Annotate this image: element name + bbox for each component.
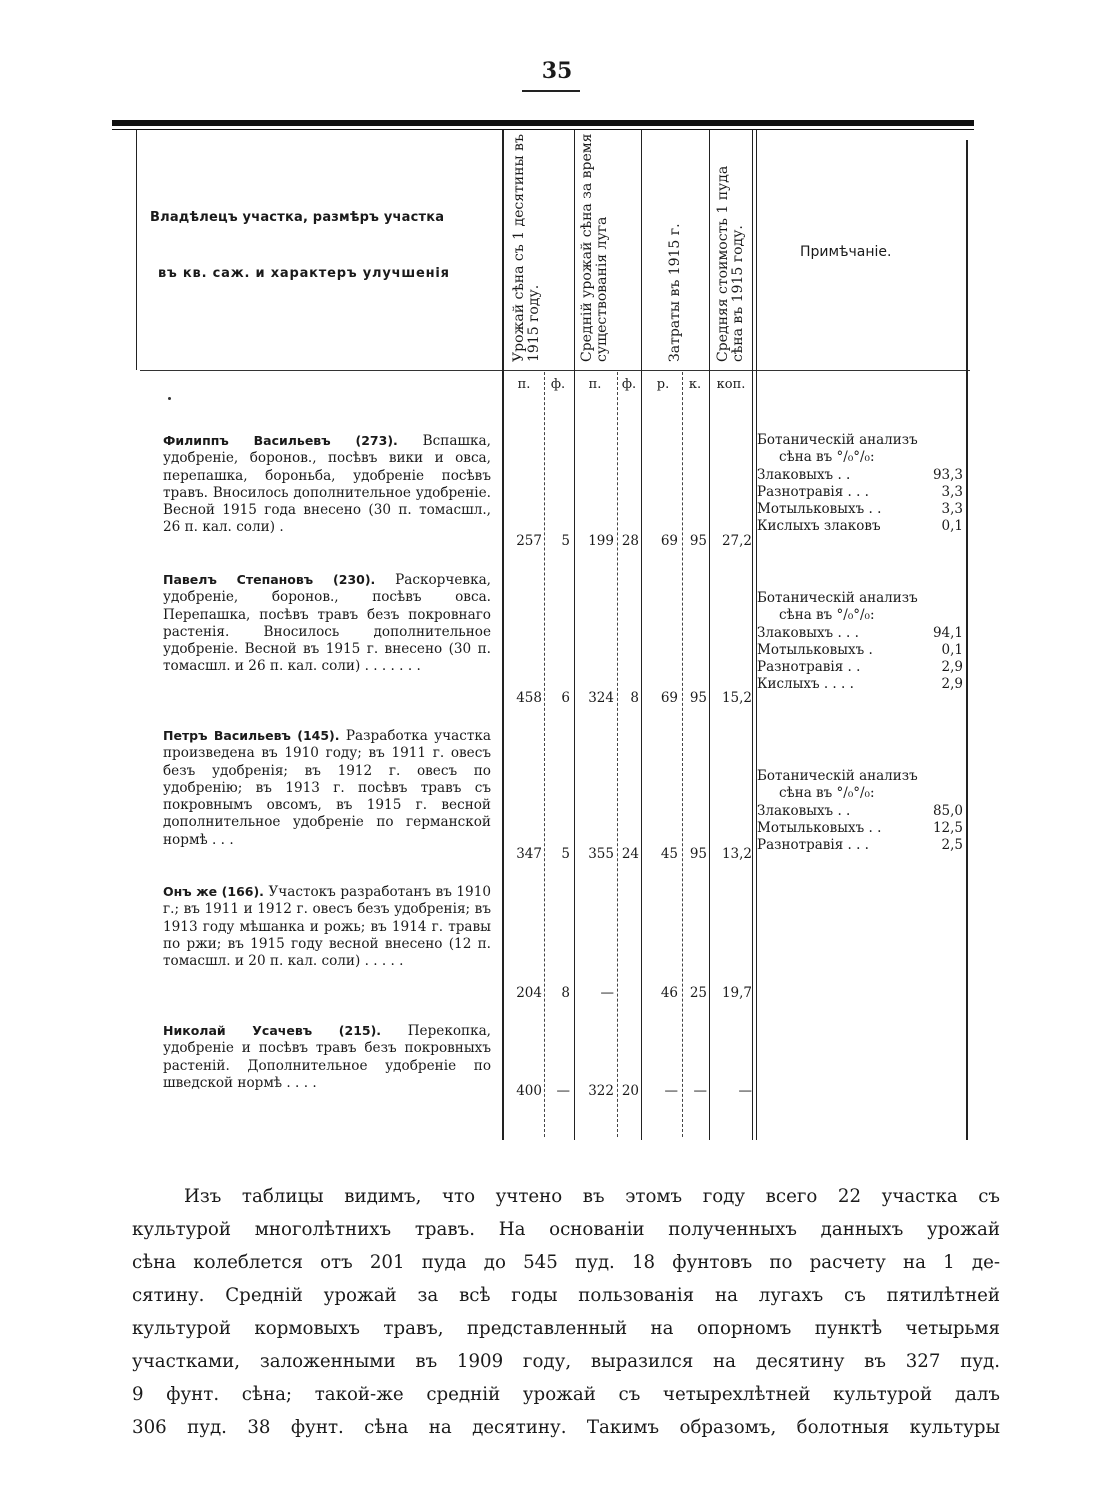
owner-description: Вспашка, удобреніе, боронов., посѣвъ вики и овса, перепашка, бороньба, удобреніе посѣвъ травъ. Вносилось дополнительное удобреніе. Весной 1915 года внесено (30 п. томасшл., 26 п. кал. соли) . xyxy=(163,433,491,536)
unit-funt-2: ф. xyxy=(621,377,637,392)
botanical-note xyxy=(757,432,963,536)
value-cost-rub: 69 xyxy=(660,533,678,549)
value-cost-kop: 25 xyxy=(689,985,707,1001)
col-line-avg xyxy=(641,130,642,1140)
value-yield-funt: — xyxy=(556,1083,570,1099)
paragraph-line: Изъ таблицы видимъ, что учтено въ этомъ году всего 22 участка съ xyxy=(184,1186,1000,1207)
value-avg-cost: 27,2 xyxy=(721,533,752,549)
table-top-rule xyxy=(112,120,974,126)
table-row xyxy=(163,571,491,676)
col-line-owner xyxy=(502,130,504,1140)
paragraph-line: 9 фунт. сѣна; такой-же средній урожай съ четырехлѣтней культурой далъ xyxy=(132,1384,1000,1405)
note-item-label: Злаковыхъ . . . xyxy=(757,624,859,641)
note-item-value: 2,5 xyxy=(941,837,963,854)
owner-description: Разработка участка произведена въ 1910 году; въ 1911 г. овесъ безъ удобренія; въ 1912 г. овесъ по удобренію; въ 1913 г. посѣвъ травъ съ покровнымъ овсомъ, въ 1915 г. весной дополнительное удобреніе по германской нормѣ . . . xyxy=(163,728,492,848)
value-yield-funt: 5 xyxy=(561,846,570,862)
note-item-value: 2,9 xyxy=(941,659,963,676)
unit-pud-2: п. xyxy=(588,377,602,392)
table-row xyxy=(163,432,491,537)
header-notes: Примѣчаніе. xyxy=(800,244,892,260)
page-number-rule xyxy=(522,90,580,92)
owner-description: Перекопка, удобреніе и посѣвъ травъ безъ покровныхъ растеній. Дополнительное удобреніе по шведской нормѣ . . . . xyxy=(163,1023,491,1091)
header-owner-line2: въ кв. саж. и характеръ улучшенія xyxy=(158,266,450,281)
note-item-label: Злаковыхъ . . xyxy=(757,466,851,483)
paragraph-line: сятину. Средній урожай за всѣ годы пользованія на лугахъ съ пятилѣтней xyxy=(132,1285,1000,1306)
body-paragraph xyxy=(132,1180,1000,1444)
value-cost-rub: 45 xyxy=(660,846,678,862)
value-avg-pud: 322 xyxy=(588,1083,614,1099)
value-avg-cost: 19,7 xyxy=(721,985,752,1001)
botanical-note xyxy=(757,768,963,854)
header-costs: Затраты въ 1915 г. xyxy=(667,223,683,362)
header-yield-1915: Урожай сѣна съ 1 десятины въ 1915 году. xyxy=(511,134,542,362)
paragraph-line: культурой кормовыхъ травъ, представленный на опорномъ пунктѣ четырьмя xyxy=(132,1318,1000,1339)
note-item-label: Мотыльковыхъ . . xyxy=(757,819,882,836)
table-row xyxy=(163,883,491,970)
col-line-avgcost-a xyxy=(752,130,753,1140)
header-avg-cost: Средняя стоимость 1 пуда сѣна въ 1915 году. xyxy=(715,165,746,362)
note-item-value: 12,5 xyxy=(932,819,963,836)
note-item-value: 94,1 xyxy=(932,624,963,641)
value-yield-pud: 400 xyxy=(516,1083,542,1099)
botanical-note xyxy=(757,590,963,694)
note-subtitle: сѣна въ °/₀°/₀: xyxy=(779,449,875,466)
paragraph-line: 306 пуд. 38 фунт. сѣна на десятину. Такимъ образомъ, болотныя культуры xyxy=(132,1417,1000,1438)
table-row xyxy=(163,727,491,849)
note-item-value: 93,3 xyxy=(932,466,963,483)
value-avg-pud: 355 xyxy=(588,846,614,862)
col-line-cost-sub xyxy=(682,372,683,1137)
table-top-thin-rule xyxy=(112,129,974,130)
note-item-value: 3,3 xyxy=(941,483,963,500)
value-cost-kop: 95 xyxy=(689,846,707,862)
value-cost-kop: — xyxy=(693,1083,707,1099)
value-avg-funt: 24 xyxy=(621,846,639,862)
unit-kop: к. xyxy=(688,377,702,392)
note-item-label: Кислыхъ злаковъ xyxy=(757,518,881,535)
table-row xyxy=(163,1022,491,1092)
note-subtitle: сѣна въ °/₀°/₀: xyxy=(779,785,875,802)
value-yield-funt: 5 xyxy=(561,533,570,549)
value-avg-funt: 8 xyxy=(630,690,639,706)
paragraph-line: сѣна колеблется отъ 201 пуда до 545 пуд. 18 фунтовъ по расчету на 1 де- xyxy=(132,1252,1000,1273)
owner-name: Павелъ Степановъ (230). xyxy=(163,572,376,587)
note-item-value: 0,1 xyxy=(941,641,963,658)
paragraph-line: участками, заложенными въ 1909 году, выразился на десятину въ 327 пуд. xyxy=(132,1351,1000,1372)
col-line-yield-sub xyxy=(544,372,545,1137)
note-item-label: Мотыльковыхъ . xyxy=(757,641,873,658)
value-avg-funt: 28 xyxy=(621,533,639,549)
unit-kop-avg: коп. xyxy=(716,377,746,392)
note-title: Ботаническій анализъ xyxy=(757,768,918,784)
note-item-label: Разнотравія . . xyxy=(757,659,861,676)
note-subtitle: сѣна въ °/₀°/₀: xyxy=(779,607,875,624)
value-yield-pud: 204 xyxy=(516,985,542,1001)
owner-name: Петръ Васильевъ (145). xyxy=(163,728,340,743)
unit-rub: р. xyxy=(656,377,670,392)
note-item-value: 2,9 xyxy=(941,676,963,693)
note-item-label: Кислыхъ . . . . xyxy=(757,676,854,693)
note-item-label: Разнотравія . . . xyxy=(757,837,869,854)
header-bottom-rule xyxy=(140,370,970,371)
page-number: 35 xyxy=(541,58,573,84)
value-yield-pud: 257 xyxy=(516,533,542,549)
owner-name: Филиппъ Васильевъ (273). xyxy=(163,433,398,448)
value-avg-cost: — xyxy=(738,1083,752,1099)
value-yield-funt: 8 xyxy=(561,985,570,1001)
stray-dot xyxy=(168,397,171,400)
value-yield-funt: 6 xyxy=(561,690,570,706)
unit-pud-1: п. xyxy=(517,377,531,392)
note-item-label: Разнотравія . . . xyxy=(757,483,869,500)
owner-description: Раскорчевка, удобреніе, боронов., посѣвъ овса. Перепашка, посѣвъ травъ безъ покровнаго растенія. Вносилось дополнительное удобреніе. Весной въ 1915 г. внесено (30 п. томасшл. и 26 п. кал. соли) . . . . . . . xyxy=(163,572,491,675)
col-line-right xyxy=(966,140,968,1140)
value-avg-pud: 324 xyxy=(588,690,614,706)
unit-funt-1: ф. xyxy=(550,377,566,392)
value-cost-kop: 95 xyxy=(689,690,707,706)
value-cost-rub: — xyxy=(664,1083,678,1099)
note-title: Ботаническій анализъ xyxy=(757,432,918,448)
paragraph-line: культурой многолѣтнихъ травъ. На основаніи полученныхъ данныхъ урожай xyxy=(132,1219,1000,1240)
value-cost-rub: 69 xyxy=(660,690,678,706)
note-title: Ботаническій анализъ xyxy=(757,590,918,606)
value-yield-pud: 347 xyxy=(516,846,542,862)
value-avg-funt: 20 xyxy=(621,1083,639,1099)
value-cost-rub: 46 xyxy=(660,985,678,1001)
col-line-avg-sub xyxy=(617,372,618,1137)
note-item-value: 3,3 xyxy=(941,501,963,518)
note-item-value: 85,0 xyxy=(932,802,963,819)
owner-description: Участокъ разработанъ въ 1910 г.; въ 1911 и 1912 г. овесъ безъ удобренія; въ 1913 году мѣшанка и рожь; въ 1914 г. травы по ржи; въ 1915 году весной внесено (12 п. томасшл. и 20 п. кал. соли) . . . . . xyxy=(163,884,491,970)
owner-name: Николай Усачевъ (215). xyxy=(163,1023,382,1038)
value-avg-cost: 15,2 xyxy=(721,690,752,706)
value-avg-cost: 13,2 xyxy=(721,846,752,862)
header-avg-yield: Средній урожай сѣна за время существованія луга xyxy=(579,133,610,362)
header-owner-line1: Владѣлецъ участка, размѣръ участка xyxy=(150,210,445,225)
note-item-value: 0,1 xyxy=(941,518,963,535)
value-yield-pud: 458 xyxy=(516,690,542,706)
note-item-label: Мотыльковыхъ . . xyxy=(757,501,882,518)
col-line-left xyxy=(136,130,137,370)
owner-name: Онъ же (166). xyxy=(163,884,264,899)
col-line-yield xyxy=(574,130,575,1140)
value-cost-kop: 95 xyxy=(689,533,707,549)
value-avg-pud: 199 xyxy=(588,533,614,549)
value-avg-pud: — xyxy=(600,985,614,1001)
note-item-label: Злаковыхъ . . xyxy=(757,802,851,819)
